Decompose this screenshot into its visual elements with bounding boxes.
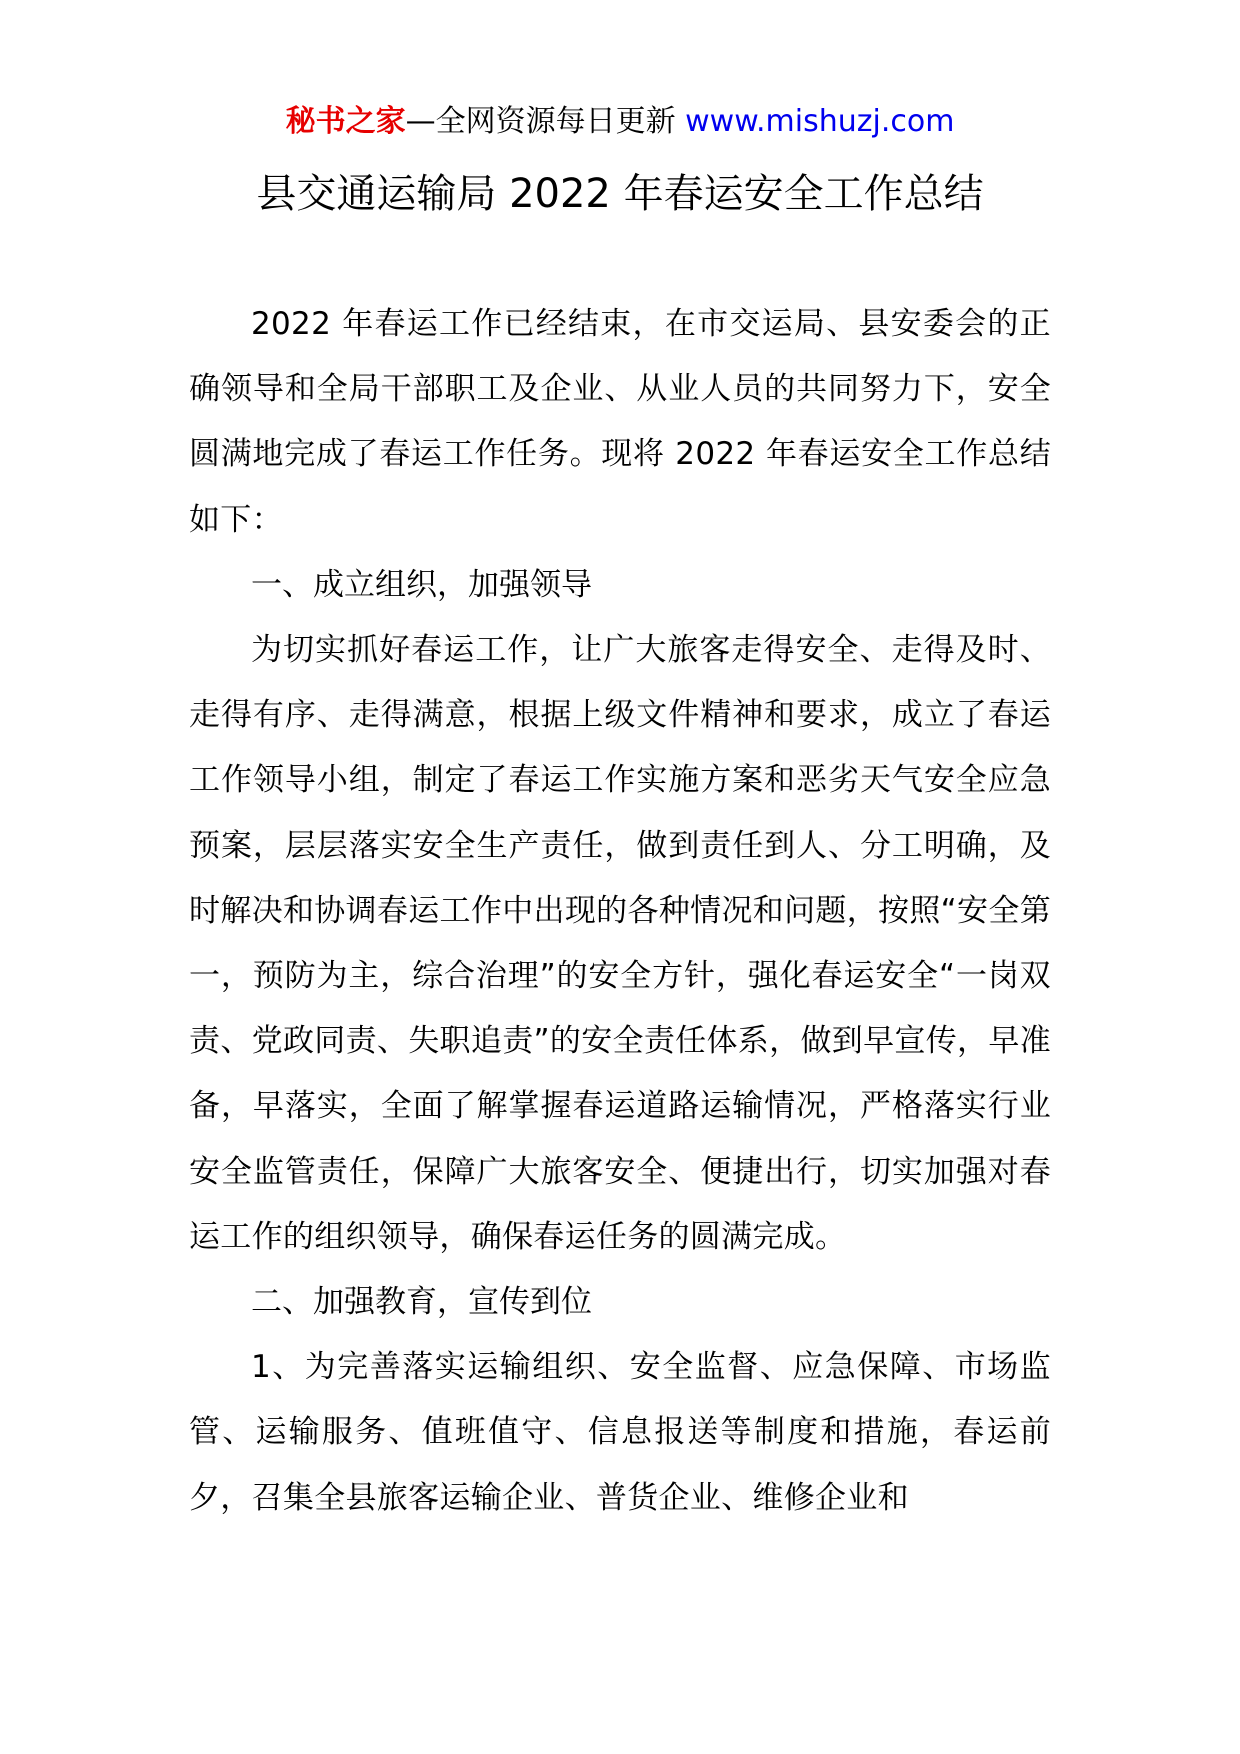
section-2-paragraph: 1、为完善落实运输组织、安全监督、应急保障、市场监管、运输服务、值班值守、信息报送等制度和措施，春运前夕，召集全县旅客运输企业、普货企业、维修企业和 <box>189 1349 1051 1516</box>
intro-paragraph: 2022 年春运工作已经结束，在市交运局、县安委会的正确领导和全局干部职工及企业、从业人员的共同努力下，安全圆满地完成了春运工作任务。现将 2022 年春运安全工作总结如下： <box>189 306 1051 538</box>
document-body <box>189 292 1051 1531</box>
site-url-link[interactable]: www.mishuzj.com <box>685 104 955 139</box>
site-header <box>0 100 1240 144</box>
document-title: 县交通运输局 2022 年春运安全工作总结 <box>256 171 984 217</box>
section-heading-2: 二、加强教育，宣传到位 <box>251 1284 592 1321</box>
brand-name: 秘书之家 <box>285 104 406 139</box>
section-1-paragraph: 为切实抓好春运工作，让广大旅客走得安全、走得及时、走得有序、走得满意，根据上级文件精神和要求，成立了春运工作领导小组，制定了春运工作实施方案和恶劣天气安全应急预案，层层落实安全生产责任，做到责任到人、分工明确，及时解决和协调春运工作中出现的各种情况和问题，按照“安全第一，预防为主，综合治理”的安全方针，强化春运安全“一岗双责、党政同责、失职追责”的安全责任体系，做到早宣传，早准备，早落实，全面了解掌握春运道路运输情况，严格落实行业安全监管责任，保障广大旅客安全、便捷出行，切实加强对春运工作的组织领导，确保春运任务的圆满完成。 <box>189 632 1051 1255</box>
section-heading-1: 一、成立组织，加强领导 <box>251 566 592 603</box>
header-slogan: —全网资源每日更新 <box>405 104 676 139</box>
